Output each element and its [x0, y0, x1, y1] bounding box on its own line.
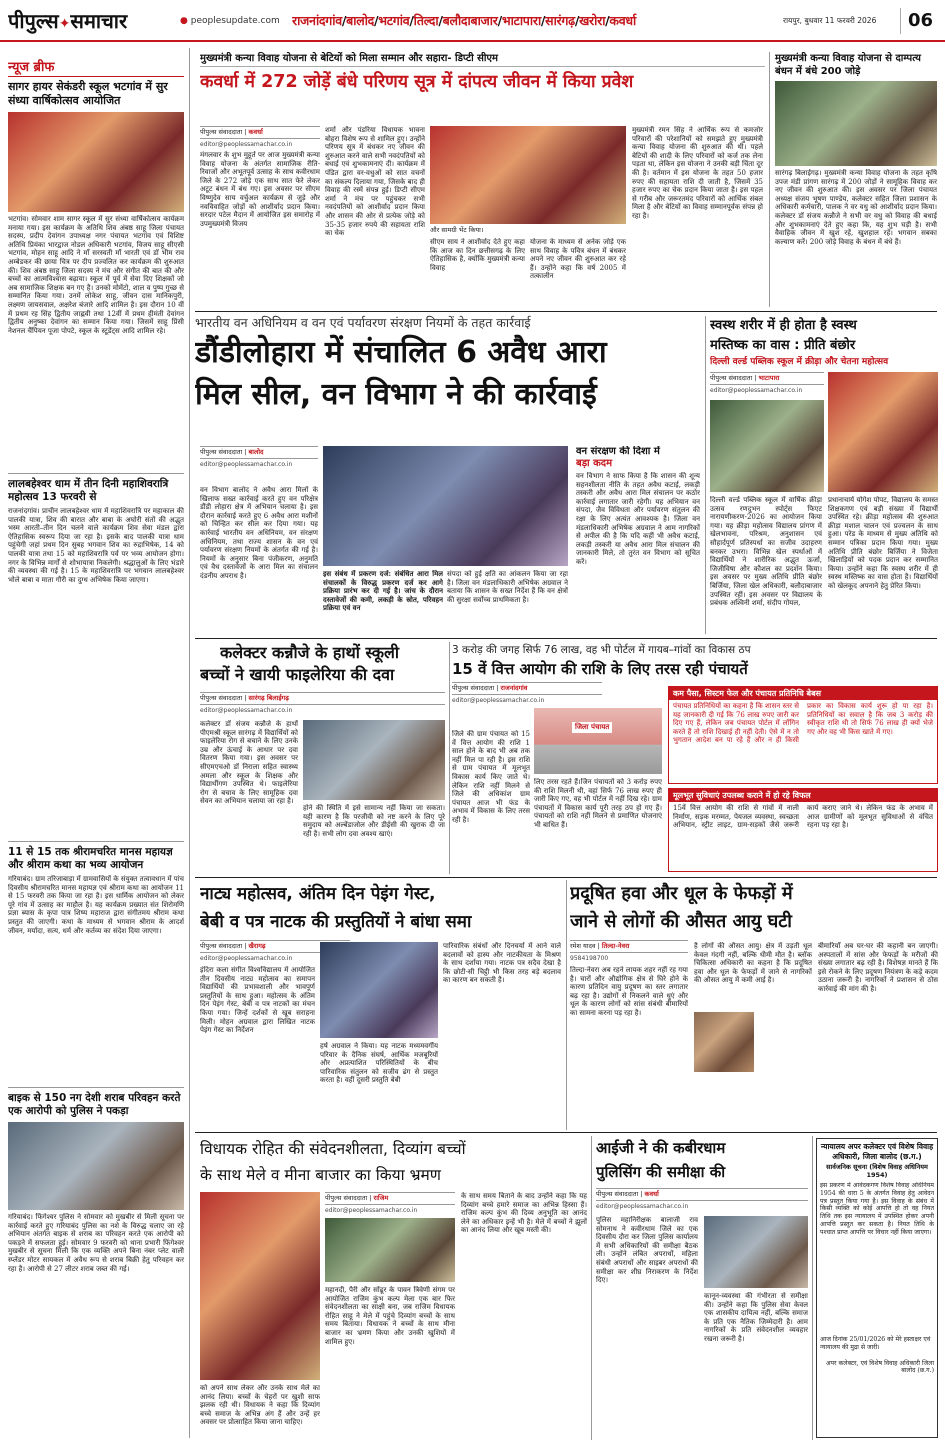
- ig-byline: पीपुल्स संवाददाता | कवर्धा: [596, 1188, 808, 1201]
- news-brief-label: न्यूज ब्रीफ: [8, 60, 184, 77]
- health-email[interactable]: editor@peoplessamachar.co.in: [710, 387, 803, 394]
- brief-3-body: गरियाबंद। ग्राम तरिजाबाड़ा में ग्रामवासियों के संयुक्त तत्वावधान में पांच दिवसीय श्रीरामचरित मानस महायज्ञ एवं श्रीराम कथा का आयोजन 11 से 15 फरवरी तक किया जा रहा है। इस धार्मिक आयोजन को लेकर पूरे गांव में उत्साह का माहौल है। यह कार्यक्रम प्रख्यात संत शिरोमणि प्रज्ञा ब्यास के कृपा पात्र शिष्य महाराज द्वारा संगीतमय श्रीराम कथा प्रस्तुत की जाएगी। कथा के माध्यम से भगवान श्रीराम के आदर्श जीवन, मर्यादा, सत्य, धर्म और कर्तव्य का संदेश दिया जाएगा।: [8, 875, 184, 935]
- place-bhatapara[interactable]: भाटापारा: [501, 13, 541, 28]
- brief-2-title[interactable]: लालबहेश्वर धाम में तीन दिनी महाशिवरात्रि महोत्सव 13 फरवरी से: [8, 473, 184, 504]
- rule-collector-panchayat: [449, 642, 450, 874]
- forest-email[interactable]: editor@peoplessamachar.co.in: [200, 461, 293, 468]
- brief-1-title[interactable]: सागर हायर सेकंडरी स्कूल भटगांव में सुर संध्या वार्षिकोत्सव आयोजित: [8, 80, 168, 107]
- pollution-story: [570, 880, 938, 1130]
- rule-h4: [195, 1132, 937, 1133]
- pollution-byline: रमेश यादव | तिल्दा-नेवरा: [570, 940, 688, 953]
- news-brief-column: [8, 50, 184, 1440]
- logo-left: पीपुल्स: [8, 9, 59, 33]
- collector-headline-2[interactable]: बच्चों ने खायी फाइलेरिया की दवा: [200, 665, 395, 684]
- mla-byline: पीपुल्स संवाददाता | राजिम: [325, 1192, 455, 1205]
- top-story-kicker: मुख्यमंत्री कन्या विवाह योजना से बेटियों को मिला सम्मान और सहारा- डिप्टी सीएम: [200, 52, 765, 67]
- forest-col-mid: संपदा को हुई क्षति का आंकलन किया जा रहा है। जिला वन मंडलाधिकारी अभिषेक अग्रवाल ने बताया कि शासन के सख्त निर्देश हैं कि वन क्षेत्रों की सुरक्षा सर्वोच्च प्राथमिकता है।: [447, 570, 568, 604]
- forest-sidebar: [576, 446, 700, 636]
- health-headline-1[interactable]: स्वस्थ शरीर में ही होता है स्वस्थ: [710, 318, 857, 333]
- place-kharora[interactable]: खरोरा: [579, 13, 606, 28]
- panchayat-box: [668, 686, 938, 784]
- top-col4-text: मुख्यमंत्री रमन सिंह ने आर्थिक रूप से कमजोर परिवारों की परेशानियों को समझते हुए मुख्यमंत्री कन्या विवाह योजना की शुरुआत की थी। पहले बेटियों की शादी के लिए परिवारों को कर्ज तक लेना पड़ता था, लेकिन इस योजना ने उनकी बड़ी चिंता दूर की है। वर्तमान में इस योजना के तहत 50 हजार रुपए की सहायता राशि दी जाती है, जिसमें 35 हजार रुपए का चेक प्रदान किया जाता है। इस पहल से गरीब और जरूरतमंद परिवारों को आर्थिक संबल मिला है और बेटियों का विवाह सम्मानपूर्वक संपन्न हो रहा है।: [632, 126, 763, 220]
- right-top-story: [775, 52, 937, 310]
- ig-col2: कानून-व्यवस्था की गंभीरता से समीक्षा की। उन्होंने कहा कि पुलिस सेवा केवल एक शासकीय दायित्व नहीं, बल्कि समाज के प्रति एक नैतिक जिम्मेदारी है। आम नागरिकों के प्रति संवेदनशील व्यवहार रखना जरूरी है।: [704, 1292, 808, 1343]
- brief-2-body: राजनांदगांव। प्राचीन लालबहेश्वर धाम में महाशिवरात्रि पर महाकाल की पालकी यात्रा, शिव की बारात और बाबा के अघोरी संतों की अद्भुत भस्म आरती–तीन दिन चलने वाले कार्यक्रम शिव सेवा मंडल द्वारा ऐतिहासिक स्वरूप दिया जा रहा है। इसके बाद पालकी यात्रा धाम पहुंचेगी जहां प्रथम दिन सुबह भगवान शिव का रुद्राभिषेक, 14 को पालकी यात्रा तथा 15 को महाशिवरात्रि पर्व पर भव्य आयोजन होगा। नगर के विभिन्न मार्गों से शोभायात्रा निकलेगी। श्रद्धालुओं के लिए भंडारे की व्यवस्था की गई है। 15 के महाशिवरात्रि पर भगवान लालबहेश्वर भोले बाबा व माता गौरी का दुग्ध अभिषेक किया जाएगा।: [8, 507, 184, 584]
- health-headline-2[interactable]: मस्तिष्क का वास : प्रीति बंछोर: [710, 338, 856, 353]
- masthead: [0, 0, 945, 42]
- collector-story: [195, 642, 445, 874]
- drama-col1: इंदिरा कला संगीत विश्वविद्यालय में आयोजित तीन दिवसीय नाट्य महोत्सव का समापन विद्यार्थियों की प्रभावशाली और भावपूर्ण प्रस्तुतियों के साथ हुआ। महोत्सव के अंतिम दिन पेइंग गेस्ट, बेबी व पत्र नाटकों का मंचन किया गया। जिन्हें दर्शकों से खूब सराहना मिली। मोहन अग्रवाल द्वारा लिखित नाटक पेइंग गेस्ट का निर्देशन: [200, 966, 315, 1035]
- top-story-photo: [430, 126, 626, 224]
- mla-photo: [200, 1192, 320, 1380]
- health-byline: पीपुल्स संवाददाता | भाटापारा: [710, 372, 824, 385]
- drama-email[interactable]: editor@peoplessamachar.co.in: [200, 955, 293, 962]
- place-bhatgaon[interactable]: भटगांव: [378, 13, 410, 28]
- panchayat-box-2: [668, 788, 938, 872]
- ig-story: [596, 1136, 808, 1440]
- mla-photo-2: [325, 1218, 455, 1282]
- rule-forest-health: [705, 316, 706, 634]
- website[interactable]: [180, 16, 290, 30]
- collector-headline-1[interactable]: कलेक्टर कन्नौजे के हाथों स्कूली: [220, 643, 399, 662]
- brief-1-body: भटगांव। सोमवार शाम सागर स्कूल में सुर संध्या वार्षिकोत्सव कार्यक्रम मनाया गया। इस कार्यक्रम के अतिथि शिव अंबष्ठ साहू जिला पंचायत सदस्य, प्रदीप देवांगन उपाध्यक्ष नगर पंचायत भटगांव एवं विशिष्ट अतिथि प्रियंका भारद्वाज नोडल अधिकारी भटगांव, विजय साहू सीएसी भटगांव, मोहन साहू आदि ने माँ सरस्वती माँ भारती एवं डॉ भीम राव अम्बेडकर की छाया चित्र पर दीप प्रज्वलित कर कार्यक्रम की शुरुआत की। शिव अंबष्ठ साहू जिला सदस्य ने मंच और संगीत की बात की और बच्चों का आत्मविश्वास बढ़ाया। स्कूल में पूर्व में सेवा दिए शिक्षकों जो अब सामाजिक शिक्षक बन गए है। उनको मोमेंटो, शाल व पुष्प गुच्छ से सम्मानित किया गया। उनमें लोकेश साहू, जीवन दास मानिकपुरी, लक्ष्मण जायसवाल, अक्षरेश बंजारे आदि शामिल है। इस दौरान 10 वीं में प्रथम रह सिंह द्वितीय जाह्नवी तथा 12वीं में प्रथम हीमंती देवांगन द्वितीय अनुष्का देवांगन का सम्मान किया गया। जिसमें साहू प्रिंसी नेशनल चैंपियन पूजा पोपटे, स्कूल के स्टूडेंट्स आदि शामिल रहे।: [8, 215, 184, 335]
- place-tilda[interactable]: तिल्दा: [413, 13, 439, 28]
- place-strip: राजनांदगांव/बालोद/भटगांव/तिल्दा/बलौदाबाजार/भाटापारा/सारंगढ़/खरोरा/कवर्धा: [292, 13, 636, 28]
- website-url: peoplesupdate.com: [190, 16, 280, 26]
- top-col1-text: मंगलवार के शुभ मुहूर्त पर आज मुख्यमंत्री कन्या विवाह योजना के अंतर्गत सामाजिक रीति-रिवाजों और अभूतपूर्व उत्साह के साथ कवीरधाम जिले के 272 जोड़े एक साथ सात फेरे लेकर अटूट बंधन में बंध गए। इस अवसर पर सीएम विष्णुदेव साय वर्चुअल कार्यक्रम से जुड़े और नवविवाहित जोड़ों को आशीर्वाद प्रदान किया। सरदार पटेल मैदान में आयोजित इस समारोह में उपमुख्यमंत्री विजय: [200, 151, 320, 228]
- notice-subtitle: सार्वजनिक सूचना (विशेष विवाह अधिनियम 1954): [826, 1163, 928, 1179]
- rule-mla-ig: [591, 1136, 592, 1440]
- top-photo-caption: और सामग्री भेंट किया।: [430, 226, 484, 234]
- pollution-byline-wrap: [570, 940, 688, 964]
- brief-4-body: गरियाबंद। फिंगेश्वर पुलिस ने सोमवार को मुखबीर से मिली सूचना पर कार्रवाई करते हुए गरियाबंद पुलिस का नशे के विरुद्ध चलाए जा रहे अभियान अंतर्गत बाइक से शराब का परिवहन करते एक आरोपी को पकड़ने में सफलता हुई। सोमवार 9 फरवरी को थाना प्रभारी फिंगेश्वर मुखबीर से सूचना मिली कि एक व्यक्ति अपने बिना नंबर प्लेट वाली स्प्लेंडर मोटर सायकल में अवैध रूप से शराब बिक्री हेतु परिवहन कर रहा है। आरोपी से 27 लीटर शराब जब्त की गई।: [8, 1213, 184, 1273]
- forest-photo-caption: इस संबंध में प्रकरण दर्ज: संबंधित आरा मिल संचालकों के विरुद्ध प्रकरण दर्ज कर आगे प्रक्रिया प्रारंभ कर दी गई है। जांच के दौरान दस्तावेजों की कमी, लकड़ी के स्रोत, परिवहन प्रक्रिया एवं वन: [323, 570, 443, 613]
- health-col1: दिल्ली वर्ल्ड पब्लिक स्कूल में वार्षिक क्रीड़ा उत्सव रणदुभन स्पोर्ट्स फिएट नारायणीकरण-2026 का आयोजन किया गया। यह क्रीड़ा महोत्सव विद्यालय प्रांगण में खेलभावना, परिश्रम, अनुशासन एवं सौहार्दपूर्ण प्रतिस्पर्धा का सजीव उदाहरण बनकर उभरा। विभिन्न खेल स्पर्धाओं में विद्यार्थियों ने शारीरिक अद्भुत ऊर्जा, जिजीविषा और कौशल का प्रदर्शन किया। इस अवसर पर मुख्य अतिथि प्रीति बंछोर बिर्जिया, जिला खेल अधिकारी, बलौदाबाजार उपस्थित रहीं। इस अवसर पर विद्यालय के प्रबंधक अश्विनी शर्मा, संदीप गोयल,: [710, 496, 822, 608]
- rule-drama-pollution: [566, 880, 567, 1130]
- forest-side-body: वन विभाग ने साफ किया है कि शासन की शून्य सहनशीलता नीति के तहत अवैध कटाई, लकड़ी तस्करी और अवैध आरा मिल संचालन पर कठोर कार्रवाई लगातार जारी रहेगी। यह अभियान वन संपदा, जैव विविधता और पर्यावरण संतुलन की रक्षा के लिए अत्यंत आवश्यक है। जिला वन मंडलाधिकारी अभिषेक अग्रवाल ने आम नागरिकों से अपील की है कि यदि कहीं भी अवैध कटाई, लकड़ी तस्करी या अवैध आरा मिल संचालन की जानकारी मिले, तो तुरंत वन विभाग को सूचित करें।: [576, 472, 700, 566]
- mla-headline-1[interactable]: विधायक रोहित की संवेदनशीलता, दिव्यांग बच्चों: [200, 1140, 466, 1158]
- panchayat-story: [452, 642, 938, 874]
- top-story-col1: [200, 126, 320, 308]
- legal-notice: [816, 1138, 938, 1438]
- pollution-headline-2[interactable]: जाने से लोगों की औसत आयु घटी: [570, 911, 792, 932]
- forest-story: [195, 314, 700, 636]
- place-balod[interactable]: बालोद: [346, 13, 374, 28]
- place-balodabazar[interactable]: बलौदाबाजार: [442, 13, 498, 28]
- place-sarangarh[interactable]: सारंगढ़: [545, 13, 575, 28]
- health-story: [710, 316, 938, 636]
- pollution-headline-1[interactable]: प्रदूषित हवा और धूल के फेफड़ों में: [570, 883, 793, 904]
- rule-top-right: [769, 52, 770, 307]
- notice-body: इस प्रकरण में आवेदकगण विशेष विवाह अधिनियम 1954 की धारा 5 के अंतर्गत विवाह हेतु आवेदन पत्र प्रस्तुत किया गया है। इस विवाह के संबंध में किसी व्यक्ति को कोई आपत्ति हो तो वह नियत तिथि तक इस न्यायालय में उपस्थित होकर अपनी आपत्ति प्रस्तुत कर सकता है। नियत तिथि के पश्चात प्राप्त आपत्ति पर विचार नहीं किया जाएगा।: [820, 1182, 934, 1236]
- top-email[interactable]: editor@peoplessamachar.co.in: [200, 141, 293, 148]
- mla-byline-wrap: [325, 1192, 455, 1216]
- logo[interactable]: [8, 7, 178, 35]
- collector-email[interactable]: editor@peoplessamachar.co.in: [200, 707, 293, 714]
- panchayat-byline: पीपुल्स संवाददाता | राजनांदगांव: [452, 682, 602, 695]
- panchayat-box-2-body: 15वें वित्त आयोग की राशि से गांवों में नाली निर्माण, सड़क मरम्मत, पेयजल व्यवस्था, स्वच्छता अभियान, स्ट्रीट लाइट, ग्राम-सड़कों जैसे जरूरी कार्य कराए जाने थे। लेकिन फंड के अभाव में आज ग्रामीणों को मूलभूत सुविधाओं से वंचित रहना पड़ रहा है।: [673, 804, 933, 830]
- right-top-photo: [775, 81, 937, 166]
- logo-star-icon: ✦: [58, 16, 71, 32]
- pollution-col3: बीमारियाँ अब घर-घर की कहानी बन जाएगी। अस्पतालों में सांस और फेफड़ों के मरीजों की संख्या लगातार बढ़ रही है। विशेषज्ञ मानते हैं कि इसे रोकने के लिए प्रदूषण नियंत्रण के कड़े कदम उठाना जरूरी है। नागरिकों ने प्रशासन से ठोस कार्रवाई की मांग की है।: [818, 942, 938, 993]
- forest-col1-text: वन विभाग बालोद ने अवैध आरा मिलों के खिलाफ सख्त कार्रवाई करते हुए वन परिक्षेत्र डौंडी लोहारा क्षेत्र में अभियान चलाया है। इस दौरान कार्रवाई करते हुए 6 अवैध आरा मशीनों को चिन्हित कर सील कर दिया गया। यह कार्रवाई भारतीय वन अधिनियम, वन संरक्षण अधिनियम, तथा राज्य शासन के वन एवं पर्यावरण संरक्षण नियमों के अंतर्गत की गई है। नियमों के अनुसार बिना पंजीकरण, अनुमति एवं वैध दस्तावेजों के आरा मिल का संचालन दंडनीय अपराध है।: [200, 486, 318, 580]
- health-photo-2: [710, 400, 824, 492]
- mla-col3: के साथ समय बिताने के बाद उन्होंने कहा कि यह दिव्यांग बच्चे हमारे समाज का अभिन्न हिस्सा हैं। राजिम कल्प कुंभ की दिव्य अनुभूति का आनंद लेने का अधिकार इन्हें भी है। मेले में बच्चों ने झूलों का आनंद लिया और खूब मस्ती की।: [461, 1192, 587, 1235]
- notice-title: न्यायालय अपर कलेक्टर एवं विशेष विवाह अधिकारी, जिला बालोद (छ.ग.): [820, 1142, 934, 1161]
- health-photo: [828, 372, 938, 492]
- panchayat-box-title: कम पैसा, सिस्टम फेल और पंचायत प्रतिनिधि बेबस: [669, 687, 937, 700]
- mla-story: [195, 1136, 587, 1440]
- column-rule-left: [189, 48, 190, 1438]
- rule-h3: [195, 877, 937, 878]
- mla-col2: को अपने साथ लेकर और उनके साथ मेले का आनंद लिया। बच्चों के चेहरों पर खुशी साफ झलक रही थी। विधायक ने कहा कि दिव्यांग बच्चे समाज के अभिन्न अंग हैं और उन्हें हर अवसर पर प्रोत्साहित किया जाना चाहिए।: [200, 1384, 320, 1427]
- mla-col1: महानदी, पैरी और सोंढूर के पावन त्रिवेणी संगम पर आयोजित राजिम कुंभ कल्प मेला एक बार फिर संवेदनशीलता का साक्षी बना, जब राजिम विधायक रोहित साहू ने मेले में पहुंचे दिव्यांग बच्चों के साथ समय बिताया। विधायक ने बच्चों के साथ मीना बाजार का भ्रमण किया और उनकी खुशियों में शामिल हुए।: [325, 1286, 455, 1346]
- drama-col3: पारिवारिक संबंधों और दिनचर्या में आने वाले बदलावों को हास्य और नाटकीयता के मिश्रण के साथ दर्शाया गया। नाटक पत्र सदैव देखा है कि छोटी-सी चिट्ठी भी किस तरह बड़े बदलाव का कारण बन सकती है।: [443, 942, 561, 985]
- notice-date-line: आज दिनांक 25/01/2026 को मेरे हस्ताक्षर एवं न्यायालय की मुद्रा से जारी।: [820, 1336, 931, 1351]
- rule-h1: [195, 311, 937, 312]
- panchayat-sign: जिला पंचायत: [572, 722, 612, 733]
- collector-byline: पीपुल्स संवाददाता | सारंगढ़ बिलाईगढ़: [200, 692, 445, 705]
- place-rajnandgaon[interactable]: राजनांदगांव: [292, 13, 342, 28]
- ig-headline-2[interactable]: पुलिसिंग की समीक्षा की: [596, 1163, 726, 1181]
- pollution-col1: तिल्दा-नेवरा अब रहने लायक शहर नहीं रह गया है। चारों और औद्योगिक क्षेत्र से घिरे होने के कारण प्रतिदिन वायु प्रदूषण का स्तर लगातार बढ़ रहा है। उद्योगों से निकलने वाले धुएं और धूल के कारण लोगों को सांस संबंधी बीमारियों का सामना करना पड़ रहा है।: [570, 966, 688, 1017]
- collector-col2: होने की स्थिति में इसे सामान्य नहीं किया जा सकता। यही कारण है कि परजीवी को नष्ट करने के लिए पूरे समुदाय को अल्बेंडाजोल और डीईसी की खुराक दी जा रही है। सभी लोग दवा अवश्य खाएं।: [303, 804, 445, 838]
- collector-col1: कलेक्टर डॉ संजय कन्नौजे के हाथों पीएमश्री स्कूल सारंगढ़ में विद्यार्थियों को फाइलेरिया रोग से बचाने के लिए उनके उम्र और ऊंचाई के आधार पर दवा वितरण किया गया। इस अवसर पर सीएमएचओ डॉ निराला सहित स्वास्थ्य अमला और स्कूल के शिक्षक और विद्यार्थीगण उपस्थित थे। फाइलेरिया रोग से बचाव के लिए सामूहिक दवा सेवन का अभियान चलाया जा रहा है।: [200, 720, 298, 806]
- health-byline-wrap: [710, 372, 824, 396]
- top-byline: पीपुल्स संवाददाता | कवर्धा: [200, 126, 320, 139]
- top-story: [195, 52, 765, 310]
- brief-4-title[interactable]: बाइक से 150 नग देशी शराब परिवहन करते एक आरोपी को पुलिस ने पकड़ा: [8, 1087, 184, 1118]
- mla-headline-2[interactable]: के साथ मेले व मीना बाजार का किया भ्रमण: [200, 1166, 441, 1184]
- globe-icon: ●: [180, 16, 188, 26]
- pollution-phone[interactable]: 9584198700: [570, 955, 609, 962]
- collector-byline-wrap: [200, 692, 445, 716]
- drama-byline: पीपुल्स संवाददाता | खैरागढ़: [200, 940, 350, 953]
- forest-side-title-2: बड़ा कदम: [576, 458, 613, 469]
- panchayat-byline-wrap: [452, 682, 602, 706]
- brief-1-photo: [8, 112, 184, 212]
- panchayat-photo: [534, 708, 662, 774]
- pollution-photo: [694, 1012, 754, 1072]
- drama-headline-2[interactable]: बेबी व पत्र नाटक की प्रस्तुतियों ने बांधा समा: [200, 912, 472, 932]
- panchayat-box-2-title: मूलभूत सुविधाएं उपलब्ध कराने में हो रहे विफल: [669, 789, 937, 802]
- ig-headline-1[interactable]: आईजी ने की कबीरधाम: [596, 1139, 726, 1157]
- place-kawardha[interactable]: कवर्धा: [609, 13, 636, 28]
- drama-headline-1[interactable]: नाट्य महोत्सव, अंतिम दिन पेइंग गेस्ट,: [200, 884, 436, 904]
- pollution-col2: है लोगों की औसत आयु। क्षेत्र में उड़ती धूल केवल गंदगी नहीं, बल्कि धीमी मौत है। ब्लॉक चिकित्सा अधिकारी का कहना है कि प्रदूषित हवा और धूल के फेफड़ों में जाने से नागरिकों की औसत आयु में कमी आई है।: [694, 942, 812, 985]
- drama-col2: हर्ष अग्रवाल ने किया। यह नाटक मध्यमवर्गीय परिवार के दैनिक संघर्ष, आर्थिक मजबूरियों और अप्रत्याशित परिस्थितियों के बीच पारिवारिक संतुलन को सजीव ढंग से प्रस्तुत करता है। वहीं दूसरी प्रस्तुति बेबी: [320, 1042, 438, 1085]
- rule-h2: [195, 638, 937, 639]
- right-top-body: सारंगढ़ बिलाईगढ़। मुख्यमंत्री कन्या विवाह योजना के तहत कृषि उपज मंडी प्रांगण सारंगढ़ में 200 जोड़ों ने सामूहिक विवाह कर नए जीवन की शुरुआत की। इस अवसर पर जिला पंचायत अध्यक्ष संजय भूषण पाण्डेय, कलेक्टर सहित जिला प्रशासन के अधिकारी कर्मचारी, पालक ने वर वधु को आशीर्वाद प्रदान किया। कलेक्टर डॉ संजय कन्नौजे ने सभी वर वधु को विवाह की बधाई और शुभकामनाएं देते हुए कहा कि, यह शुभ घड़ी है। सभी वैवाहिक जीवन में खुश रहें, खुशहाल रहें। भगवान सबका कल्याण करें। 200 जोड़े विवाह के बंधन में बंधे हैं।: [775, 169, 937, 246]
- logo-right: समाचार: [70, 9, 128, 33]
- forest-photo: [323, 446, 568, 566]
- dateline: रायपुर, बुधवार 11 फरवरी 2026: [783, 16, 877, 25]
- page-number: 06: [900, 8, 940, 34]
- panchayat-headline[interactable]: 15 वें वित्त आयोग की राशि के लिए तरस रही पंचायतें: [452, 660, 748, 678]
- rule-ig-notice: [812, 1136, 813, 1440]
- panchayat-col2: लिए तरस रहते हैं।जिन पंचायतों को 3 करोड़ रुपए की राशि मिलनी थी, वहां सिर्फ 76 लाख रुपए ही जारी किए गए, वह भी पोर्टल में नहीं दिख रहे। ग्राम पंचायतों में विकास कार्य पूरी तरह ठप हो गए हैं। पंचायतों को राशि नहीं मिलने से प्रमाणित योजनाएं भी बाधित हैं।: [534, 778, 662, 829]
- drama-story: [195, 880, 563, 1130]
- ig-col1: पुलिस महानिरीक्षक बालाजी राव सोमनाथ ने कवीरधाम जिले का एक दिवसीय दौरा कर जिला पुलिस कार्यालय में सभी अधिकारियों की समीक्षा बैठक ली। उन्होंने लंबित अपराधों, महिला संबंधी अपराधों और साइबर अपराधों की समीक्षा कर शीघ्र निराकरण के निर्देश दिए।: [596, 1216, 698, 1285]
- right-top-kicker[interactable]: मुख्यमंत्री कन्या विवाह योजना से दाम्पत्य बंधन में बंधे 200 जोड़े: [775, 53, 921, 77]
- forest-byline: पीपुल्स संवाददाता | बालोद: [200, 446, 318, 459]
- panchayat-col1: जिले की ग्राम पंचायत को 15 वें वित्त आयोग की राशि 1 साल होने के बाद भी अब तक नहीं मिल पा रही है। इस राशि से ग्राम पंचायत में मूलभूत विकास कार्य किए जाते थे। लेकिन राशि नहीं मिलने से जिले की अधिकांश ग्राम पंचायत आज भी फंड के अभाव में विकास के लिए तरस रही है।: [452, 730, 530, 824]
- ig-email[interactable]: editor@peoplessamachar.co.in: [596, 1203, 689, 1210]
- top-col3b-text: योजना के माध्यम से अनेक जोड़े एक साथ विवाह के पवित्र बंधन में बंधकर अपने नए जीवन की शुरुआत कर रहे हैं। उन्होंने कहा कि वर्ष 2005 में तत्कालीन: [530, 238, 626, 281]
- drama-photo: [320, 942, 438, 1038]
- mla-email[interactable]: editor@peoplessamachar.co.in: [325, 1207, 418, 1214]
- forest-headline-1[interactable]: डौंडीलोहारा में संचालित 6 अवैध आरा: [195, 335, 607, 370]
- top-col3-text: सीएम साय ने आशीर्वाद देते हुए कहा कि आज का दिन छत्तीसगढ़ के लिए ऐतिहासिक है, क्योंकि मुख्यमंत्री कन्या विवाह: [430, 238, 525, 272]
- health-col2: प्रधानाचार्य योगेश पोपट, विद्यालय के समस्त शिक्षकगण एवं बड़ी संख्या में विद्यार्थी उपस्थित रहे। क्रीड़ा महोत्सव की शुरुआत क्रीड़ा मशाल चालन एवं प्रज्वलन के साथ हुआ। परेड के माध्यम से मुख्य अतिथि को सम्मान पत्रिका प्रदान किया गया। मुख्य अतिथि प्रीति बंछोर बिर्जिया ने विजेता खिलाड़ियों को पदक प्रदान कर सम्मानित किया। उन्होंने कहा कि स्वस्थ शरीर में ही स्वस्थ मस्तिष्क का वास होता है। विद्यार्थियों को खेलकूद अपनाने हेतु प्रेरित किया।: [828, 496, 938, 590]
- ig-photo: [704, 1216, 808, 1288]
- top-col2-text: शर्मा और पंडरिया विधायक भावना बोहरा विशेष रूप से शामिल हुए। उन्होंने परिणय सूत्र में बंधकर नए जीवन की शुरुआत करने वाले सभी नवदंपतियों को बधाई एवं शुभकामनाएं दी। कार्यक्रम में पंडित द्वारा वर-वधुओं को सात वचनों का संकल्प दिलाया गया, जिसके बाद ही विवाह की रस्में संपन्न हुई। डिप्टी सीएम शर्मा ने मंच पर पहुंचकर सभी नवदंपतियों को आशीर्वाद प्रदान किया और शासन की ओर से प्रत्येक जोड़े को 35-35 हजार रुपये की सहायता राशि का चेक: [325, 126, 425, 238]
- ig-byline-wrap: [596, 1188, 808, 1212]
- notice-signature: अपर कलेक्टर, एवं विशेष विवाह अधिकारी जिला बालोद (छ.ग.): [825, 1359, 934, 1375]
- panchayat-kicker: 3 करोड़ की जगह सिर्फ 76 लाख, वह भी पोर्टल में गायब–गांवों का विकास ठप: [452, 644, 751, 656]
- brief-3-title[interactable]: 11 से 15 तक श्रीरामचरित मानस महायज्ञ और श्रीराम कथा का भव्य आयोजन: [8, 841, 184, 872]
- health-subhead: दिल्ली वर्ल्ड पब्लिक स्कूल में क्रीड़ा और चेतना महोत्सव: [710, 357, 889, 367]
- brief-4-photo: [8, 1122, 184, 1210]
- panchayat-email[interactable]: editor@peoplessamachar.co.in: [452, 697, 545, 704]
- panchayat-box-body: पंचायत प्रतिनिधियों का कहना है कि शासन स्तर से यह जानकारी दी गई कि 76 लाख रुपए जारी कर दिए गए हैं, लेकिन जब पंचायत पोर्टल में लॉगिन करते हैं तो राशि दिखाई ही नहीं देती। ऐसे में न तो भुगतान आदेश बन पा रहे हैं और न ही किसी प्रकार का विकास कार्य शुरू हो पा रहा है। प्रतिनिधियों का सवाल है कि जब 3 करोड़ की स्वीकृत राशि थी तो सिर्फ 76 लाख ही क्यों भेजे गए और वह भी किस खाते में गए।: [673, 702, 933, 745]
- forest-kicker: भारतीय वन अधिनियम व वन एवं पर्यावरण संरक्षण नियमों के तहत कार्रवाई: [195, 315, 531, 330]
- collector-photo: [303, 720, 445, 800]
- top-story-headline[interactable]: कवर्धा में 272 जोड़ें बंधे परिणय सूत्र में दांपत्य जीवन में किया प्रवेश: [200, 72, 634, 92]
- forest-headline-2[interactable]: मिल सील, वन विभाग ने की कार्रवाई: [195, 377, 597, 412]
- forest-side-title-1: वन संरक्षण की दिशा में: [576, 446, 660, 457]
